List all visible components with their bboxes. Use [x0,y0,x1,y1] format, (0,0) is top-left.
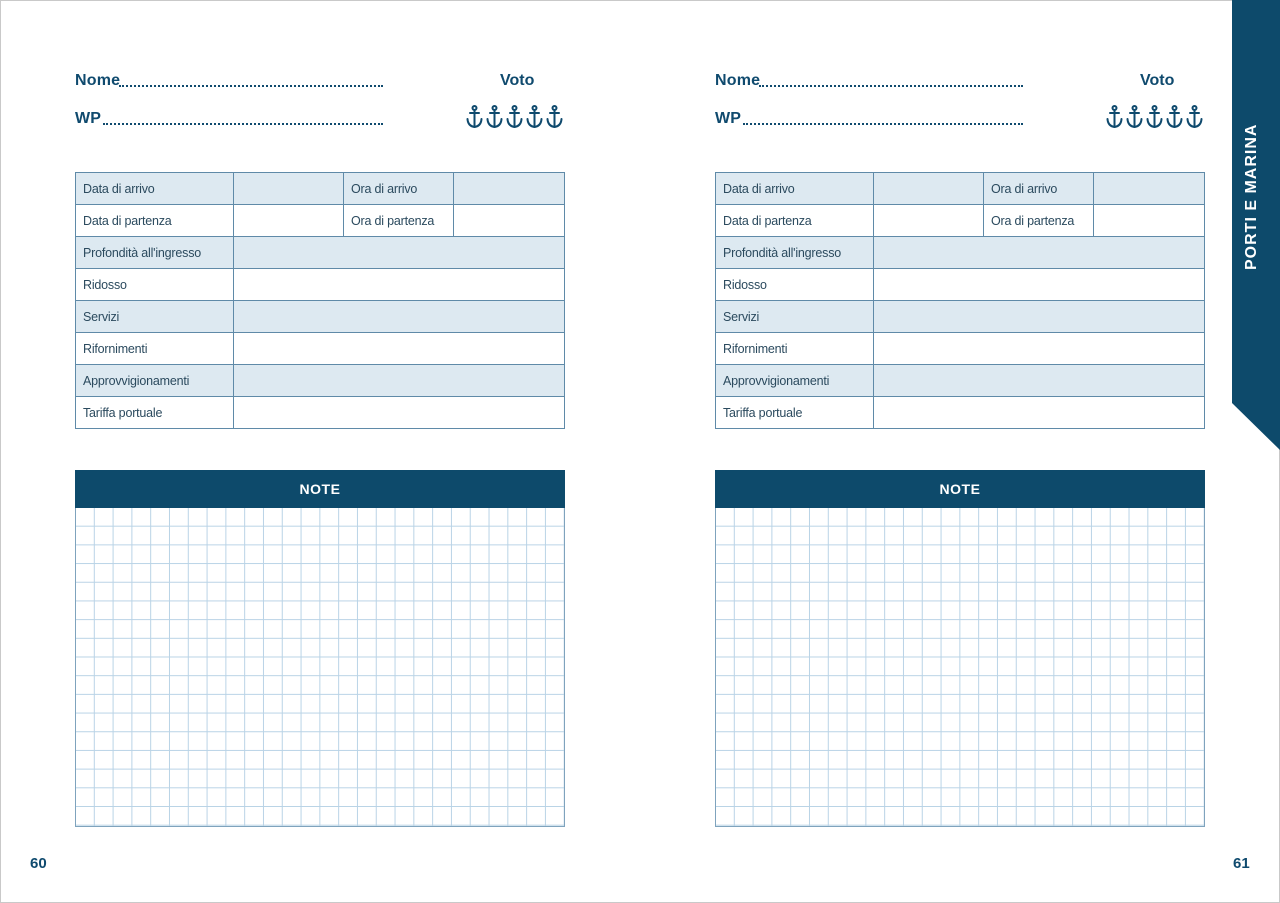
right-page [640,0,1280,903]
notes-header: NOTE [715,470,1205,508]
wp-field[interactable] [103,123,383,125]
table-row [76,365,565,397]
table-row [76,237,565,269]
label-servizi: Servizi [76,301,234,333]
table-row [716,397,1205,429]
value-rifornimenti[interactable] [234,333,565,365]
anchor-icon[interactable] [526,105,543,129]
value-approvvigionamenti[interactable] [234,365,565,397]
table-row [76,205,565,237]
label-servizi: Servizi [716,301,874,333]
value-profondita[interactable] [234,237,565,269]
nome-label: Nome [75,72,121,89]
label-ridosso: Ridosso [716,269,874,301]
label-data-partenza: Data di partenza [76,205,234,237]
wp-field[interactable] [743,123,1023,125]
anchor-icon[interactable] [466,105,483,129]
value-profondita[interactable] [874,237,1205,269]
value-ora-arrivo[interactable] [1094,173,1205,205]
value-rifornimenti[interactable] [874,333,1205,365]
wp-label: WP [715,110,742,127]
port-info-table [75,172,565,429]
label-ora-partenza: Ora di partenza [984,205,1094,237]
anchor-icon[interactable] [486,105,503,129]
table-row [76,397,565,429]
table-row [716,301,1205,333]
value-ora-partenza[interactable] [1094,205,1205,237]
value-data-arrivo[interactable] [234,173,344,205]
table-row [76,269,565,301]
anchor-icon[interactable] [1186,105,1203,129]
nome-field[interactable] [119,85,383,87]
table-row [716,237,1205,269]
voto-label: Voto [1140,72,1175,89]
wp-label: WP [75,110,102,127]
page-number: 61 [1233,855,1250,872]
label-ora-arrivo: Ora di arrivo [984,173,1094,205]
value-approvvigionamenti[interactable] [874,365,1205,397]
port-info-table [715,172,1205,429]
anchor-icon[interactable] [1106,105,1123,129]
rating-anchors[interactable] [466,105,563,129]
label-rifornimenti: Rifornimenti [76,333,234,365]
value-data-partenza[interactable] [874,205,984,237]
table-row [716,333,1205,365]
value-data-partenza[interactable] [234,205,344,237]
anchor-icon[interactable] [506,105,523,129]
nome-field[interactable] [759,85,1023,87]
label-ora-arrivo: Ora di arrivo [344,173,454,205]
nome-label: Nome [715,72,761,89]
value-ridosso[interactable] [874,269,1205,301]
table-row [716,365,1205,397]
value-ridosso[interactable] [234,269,565,301]
table-row [716,205,1205,237]
notes-header: NOTE [75,470,565,508]
anchor-icon[interactable] [546,105,563,129]
value-ora-partenza[interactable] [454,205,565,237]
label-data-arrivo: Data di arrivo [716,173,874,205]
label-data-partenza: Data di partenza [716,205,874,237]
table-row [716,269,1205,301]
label-profondita: Profondità all'ingresso [716,237,874,269]
value-servizi[interactable] [874,301,1205,333]
value-tariffa[interactable] [874,397,1205,429]
label-rifornimenti: Rifornimenti [716,333,874,365]
section-tab-label: PORTI E MARINA [1243,123,1260,270]
value-ora-arrivo[interactable] [454,173,565,205]
label-ridosso: Ridosso [76,269,234,301]
label-tariffa: Tariffa portuale [716,397,874,429]
notes-grid-area[interactable] [75,508,565,827]
notes-grid-area[interactable] [715,508,1205,827]
value-servizi[interactable] [234,301,565,333]
value-tariffa[interactable] [234,397,565,429]
anchor-icon[interactable] [1166,105,1183,129]
table-row [716,173,1205,205]
table-row [76,301,565,333]
label-profondita: Profondità all'ingresso [76,237,234,269]
label-data-arrivo: Data di arrivo [76,173,234,205]
anchor-icon[interactable] [1146,105,1163,129]
label-approvvigionamenti: Approvvigionamenti [716,365,874,397]
value-data-arrivo[interactable] [874,173,984,205]
label-approvvigionamenti: Approvvigionamenti [76,365,234,397]
page-number: 60 [30,855,47,872]
anchor-icon[interactable] [1126,105,1143,129]
voto-label: Voto [500,72,535,89]
table-row [76,333,565,365]
label-tariffa: Tariffa portuale [76,397,234,429]
label-ora-partenza: Ora di partenza [344,205,454,237]
rating-anchors[interactable] [1106,105,1203,129]
table-row [76,173,565,205]
